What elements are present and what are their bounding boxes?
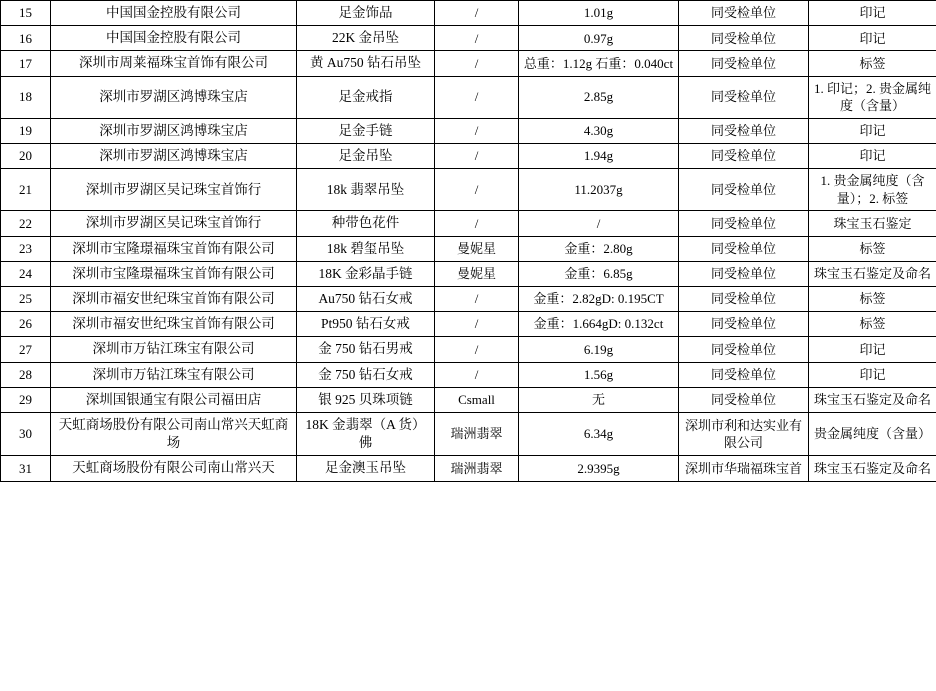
- row-company: 深圳市宝隆璟福珠宝首饰有限公司: [51, 236, 297, 261]
- table-row: [1, 261, 936, 286]
- row-unit: 同受检单位: [679, 261, 809, 286]
- row-index: 27: [1, 337, 51, 362]
- row-company: 深圳市福安世纪珠宝首饰有限公司: [51, 286, 297, 311]
- row-company: 深圳市罗湖区鸿博珠宝店: [51, 118, 297, 143]
- row-issue: 1. 贵金属纯度（含量）；2. 标签: [809, 169, 936, 211]
- row-product: 足金手链: [297, 118, 435, 143]
- row-company: 天虹商场股份有限公司南山常兴天虹商场: [51, 413, 297, 456]
- row-company: 中国国金控股有限公司: [51, 26, 297, 51]
- row-weight: 1.94g: [519, 143, 679, 168]
- row-brand: /: [435, 211, 519, 236]
- row-unit: 同受检单位: [679, 76, 809, 118]
- row-issue: 贵金属纯度（含量）: [809, 413, 936, 456]
- row-index: 25: [1, 286, 51, 311]
- row-unit: 深圳市利和达实业有限公司: [679, 413, 809, 456]
- table-row: [1, 456, 936, 481]
- row-product: 金 750 钻石男戒: [297, 337, 435, 362]
- row-index: 23: [1, 236, 51, 261]
- row-weight: 1.56g: [519, 362, 679, 387]
- row-weight: 2.9395g: [519, 456, 679, 481]
- row-weight: 总重：1.12g 石重：0.040ct: [519, 51, 679, 76]
- row-issue: 印记: [809, 118, 936, 143]
- row-issue: 标签: [809, 51, 936, 76]
- row-brand: /: [435, 118, 519, 143]
- row-weight: /: [519, 211, 679, 236]
- row-index: 20: [1, 143, 51, 168]
- row-brand: 曼妮星: [435, 261, 519, 286]
- row-product: 22K 金吊坠: [297, 26, 435, 51]
- row-unit: 同受检单位: [679, 143, 809, 168]
- row-company: 深圳市罗湖区鸿博珠宝店: [51, 143, 297, 168]
- row-issue: 印记: [809, 1, 936, 26]
- row-weight: 4.30g: [519, 118, 679, 143]
- row-brand: /: [435, 362, 519, 387]
- row-weight: 6.34g: [519, 413, 679, 456]
- row-company: 深圳市万钻江珠宝有限公司: [51, 337, 297, 362]
- row-issue: 印记: [809, 337, 936, 362]
- row-index: 21: [1, 169, 51, 211]
- row-product: 18K 金翡翠（A 货）佛: [297, 413, 435, 456]
- row-issue: 标签: [809, 312, 936, 337]
- row-company: 深圳市罗湖区吴记珠宝首饰行: [51, 211, 297, 236]
- row-issue: 标签: [809, 286, 936, 311]
- row-index: 18: [1, 76, 51, 118]
- row-unit: 同受检单位: [679, 118, 809, 143]
- row-issue: 印记: [809, 143, 936, 168]
- row-issue: 标签: [809, 236, 936, 261]
- row-index: 26: [1, 312, 51, 337]
- row-index: 29: [1, 387, 51, 412]
- row-brand: /: [435, 312, 519, 337]
- row-product: 18k 翡翠吊坠: [297, 169, 435, 211]
- row-product: 金 750 钻石女戒: [297, 362, 435, 387]
- row-brand: 曼妮星: [435, 236, 519, 261]
- table-row: [1, 76, 936, 118]
- row-company: 中国国金控股有限公司: [51, 1, 297, 26]
- row-product: 足金澳玉吊坠: [297, 456, 435, 481]
- row-weight: 11.2037g: [519, 169, 679, 211]
- table-row: [1, 26, 936, 51]
- row-issue: 印记: [809, 362, 936, 387]
- row-weight: 2.85g: [519, 76, 679, 118]
- row-product: 银 925 贝珠项链: [297, 387, 435, 412]
- table-row: [1, 211, 936, 236]
- table-row: [1, 1, 936, 26]
- row-issue: 珠宝玉石鉴定及命名: [809, 456, 936, 481]
- row-product: 足金戒指: [297, 76, 435, 118]
- table-row: [1, 286, 936, 311]
- table-body: [1, 1, 936, 482]
- row-index: 15: [1, 1, 51, 26]
- row-weight: 金重：2.82gD: 0.195CT: [519, 286, 679, 311]
- row-unit: 同受检单位: [679, 387, 809, 412]
- row-brand: /: [435, 1, 519, 26]
- row-unit: 同受检单位: [679, 1, 809, 26]
- row-weight: 1.01g: [519, 1, 679, 26]
- row-product: Au750 钻石女戒: [297, 286, 435, 311]
- row-issue: 珠宝玉石鉴定及命名: [809, 387, 936, 412]
- table-row: [1, 236, 936, 261]
- row-weight: 金重：2.80g: [519, 236, 679, 261]
- row-product: 足金吊坠: [297, 143, 435, 168]
- row-weight: 金重：6.85g: [519, 261, 679, 286]
- table-row: [1, 51, 936, 76]
- row-brand: /: [435, 169, 519, 211]
- row-brand: /: [435, 143, 519, 168]
- table-row: [1, 413, 936, 456]
- row-weight: 0.97g: [519, 26, 679, 51]
- table-row: [1, 362, 936, 387]
- row-unit: 同受检单位: [679, 236, 809, 261]
- table-row: [1, 118, 936, 143]
- row-brand: /: [435, 51, 519, 76]
- row-company: 深圳市罗湖区鸿博珠宝店: [51, 76, 297, 118]
- table-row: [1, 337, 936, 362]
- row-brand: 瑞洲翡翠: [435, 456, 519, 481]
- row-unit: 同受检单位: [679, 312, 809, 337]
- row-company: 深圳市周莱福珠宝首饰有限公司: [51, 51, 297, 76]
- row-unit: 同受检单位: [679, 362, 809, 387]
- row-brand: /: [435, 337, 519, 362]
- row-index: 31: [1, 456, 51, 481]
- row-unit: 同受检单位: [679, 26, 809, 51]
- row-weight: 无: [519, 387, 679, 412]
- row-index: 24: [1, 261, 51, 286]
- table-row: [1, 143, 936, 168]
- row-product: 黄 Au750 钻石吊坠: [297, 51, 435, 76]
- row-product: 种带色花件: [297, 211, 435, 236]
- row-issue: 珠宝玉石鉴定及命名: [809, 261, 936, 286]
- row-company: 深圳市万钻江珠宝有限公司: [51, 362, 297, 387]
- row-unit: 同受检单位: [679, 337, 809, 362]
- row-index: 16: [1, 26, 51, 51]
- table-row: [1, 387, 936, 412]
- row-unit: 同受检单位: [679, 211, 809, 236]
- table-row: [1, 169, 936, 211]
- row-company: 深圳市罗湖区吴记珠宝首饰行: [51, 169, 297, 211]
- row-issue: 1. 印记；2. 贵金属纯度（含量）: [809, 76, 936, 118]
- row-weight: 6.19g: [519, 337, 679, 362]
- row-weight: 金重：1.664gD: 0.132ct: [519, 312, 679, 337]
- row-index: 30: [1, 413, 51, 456]
- row-brand: Csmall: [435, 387, 519, 412]
- row-index: 28: [1, 362, 51, 387]
- row-brand: 瑞洲翡翠: [435, 413, 519, 456]
- row-company: 天虹商场股份有限公司南山常兴天: [51, 456, 297, 481]
- row-product: 足金饰品: [297, 1, 435, 26]
- row-index: 17: [1, 51, 51, 76]
- row-company: 深圳市福安世纪珠宝首饰有限公司: [51, 312, 297, 337]
- row-company: 深圳市宝隆璟福珠宝首饰有限公司: [51, 261, 297, 286]
- table-row: [1, 312, 936, 337]
- row-issue: 珠宝玉石鉴定: [809, 211, 936, 236]
- row-unit: 深圳市华瑞福珠宝首: [679, 456, 809, 481]
- row-product: 18K 金彩晶手链: [297, 261, 435, 286]
- row-unit: 同受检单位: [679, 51, 809, 76]
- row-unit: 同受检单位: [679, 286, 809, 311]
- row-index: 22: [1, 211, 51, 236]
- row-issue: 印记: [809, 26, 936, 51]
- row-index: 19: [1, 118, 51, 143]
- row-brand: /: [435, 26, 519, 51]
- row-product: 18k 碧玺吊坠: [297, 236, 435, 261]
- row-brand: /: [435, 76, 519, 118]
- row-product: Pt950 钻石女戒: [297, 312, 435, 337]
- row-brand: /: [435, 286, 519, 311]
- row-company: 深圳国银通宝有限公司福田店: [51, 387, 297, 412]
- row-unit: 同受检单位: [679, 169, 809, 211]
